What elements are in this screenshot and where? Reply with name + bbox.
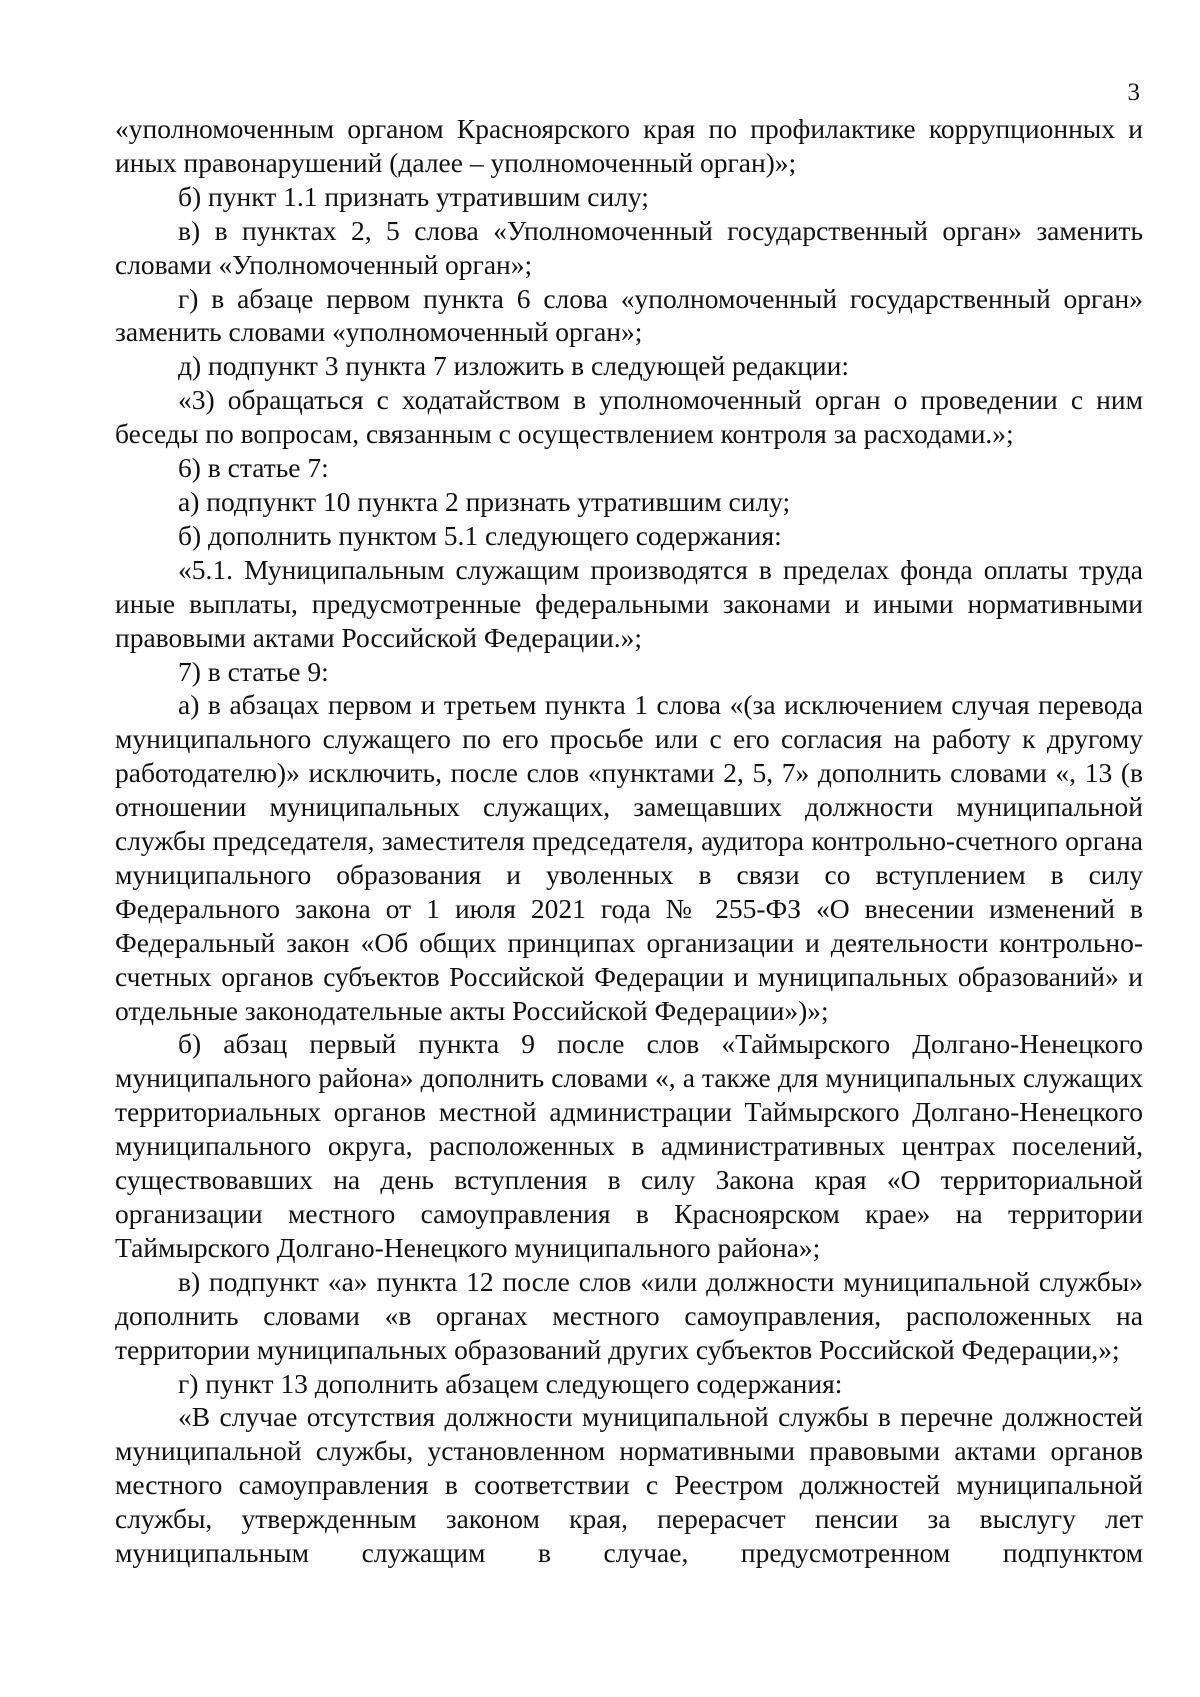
paragraph-item-v: в) в пунктах 2, 5 слова «Уполномоченный государственный орган» заменить словами «Уполномоченный орган»; — [115, 214, 1143, 280]
paragraph-article-7-a: а) подпункт 10 пункта 2 признать утратившим силу; — [178, 485, 791, 517]
paragraph-quote-v-sluchae: «В случае отсутствия должности муниципальной службы в перечне должностей муниципальной службы, установленном нормативными правовыми актами органов местного самоуправления в соответствии с Реестром должностей муниципальной службы, утвержденным законом края, перерасчет пенсии за выслугу лет муниципальным служащим в случае, предусмотренном подпунктом — [115, 1401, 1143, 1569]
paragraph-article-7-b: б) дополнить пунктом 5.1 следующего содержания: — [178, 519, 782, 551]
paragraph-article-9-v: в) подпункт «а» пункта 12 после слов «или должности муниципальной службы» дополнить словами «в органах местного самоуправления, расположенных на территории муниципальных образований других субъектов Российской Федерации,»; — [115, 1265, 1143, 1365]
paragraph-quote-5-1: «5.1. Муниципальным служащим производятся в пределах фонда оплаты труда иные выплаты, предусмотренные федеральными законами и иными нормативными правовыми актами Российской Федерации.»; — [115, 553, 1143, 653]
paragraph-item-d: д) подпункт 3 пункта 7 изложить в следующей редакции: — [178, 350, 849, 382]
paragraph-article-9-a: а) в абзацах первом и третьем пункта 1 слова «(за исключением случая перевода муниципального служащего по его просьбе или с его согласия на работу к другому работодателю)» исключить, после слов «пунктами 2, 5, 7» дополнить словами «, 13 (в отношении муниципальных служащих, замещавших должности муниципальной службы председателя, заместителя председателя, аудитора контрольно-счетного органа муниципального образования и уволенных в связи со вступлением в силу Федерального закона от 1 июля 2021 года № 255-ФЗ «О внесении изменений в Федеральный закон «Об общих принципах организации и деятельности контрольно-счетных органов субъектов Российской Федерации и муниципальных образований» и отдельные законодательные акты Российской Федерации»)»; — [115, 689, 1143, 1026]
paragraph-quote-3: «3) обращаться с ходатайством в уполномоченный орган о проведении с ним беседы по вопросам, связанным с осуществлением контроля за расходами.»; — [115, 384, 1143, 450]
paragraph-item-g: г) в абзаце первом пункта 6 слова «уполномоченный государственный орган» заменить словами «уполномоченный орган»; — [115, 282, 1143, 348]
paragraph-continuation: «уполномоченным органом Красноярского края по профилактике коррупционных и иных правонарушений (далее – уполномоченный орган)»; — [115, 113, 1143, 178]
paragraph-article-9-g: г) пункт 13 дополнить абзацем следующего содержания: — [178, 1367, 843, 1399]
paragraph-article-9-b: б) абзац первый пункта 9 после слов «Таймырского Долгано-Ненецкого муниципального района» дополнить словами «, а также для муниципальных служащих территориальных органов местной администрации Таймырского Долгано-Ненецкого муниципального округа, расположенных в административных центрах поселений, существовавших на день вступления в силу Закона края «О территориальной организации местного самоуправления в Красноярском крае» на территории Таймырского Долгано-Ненецкого муниципального района»; — [115, 1028, 1143, 1263]
paragraph-article-9: 7) в статье 9: — [178, 655, 329, 687]
paragraph-item-b: б) пункт 1.1 признать утратившим силу; — [178, 180, 649, 212]
document-body — [115, 112, 1143, 1570]
page-number: 3 — [1127, 79, 1140, 106]
paragraph-article-7: 6) в статье 7: — [178, 452, 329, 484]
